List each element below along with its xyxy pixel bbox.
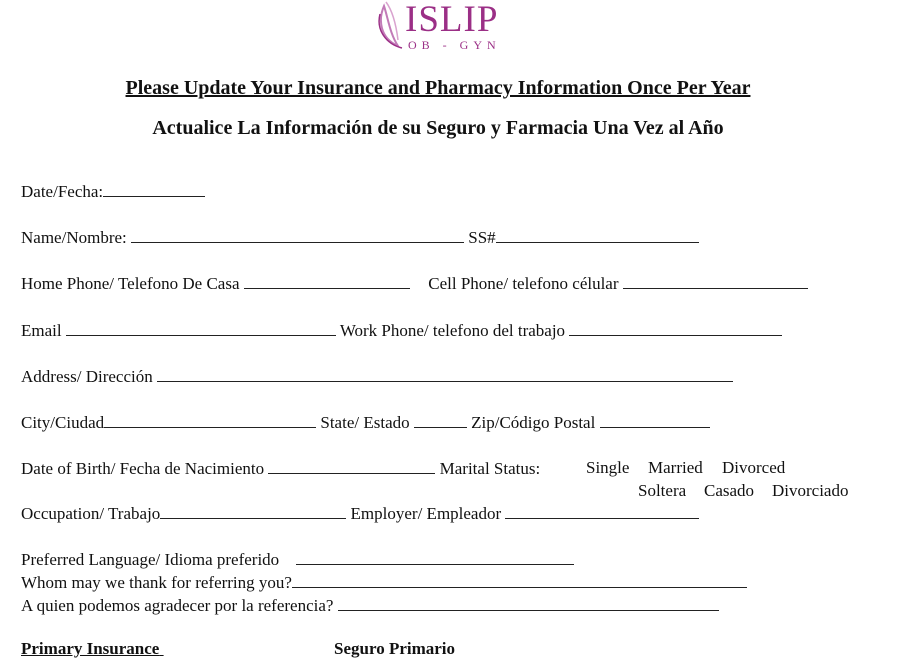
state-field[interactable]	[414, 412, 467, 428]
zip-field[interactable]	[600, 412, 710, 428]
address-row	[21, 366, 733, 387]
city-label: City/Ciudad	[21, 413, 105, 432]
date-field[interactable]	[103, 181, 205, 197]
name-field[interactable]	[131, 227, 464, 243]
referral-en-row	[21, 572, 747, 593]
occupation-row	[21, 503, 699, 524]
marital-option-single[interactable]: Single	[586, 458, 630, 477]
email-label: Email	[21, 321, 62, 340]
work-phone-label: Work Phone/ telefono del trabajo	[339, 321, 566, 340]
primary-insurance-row	[21, 639, 164, 659]
logo-tagline: OB - GYN	[408, 38, 501, 52]
referral-es-label: A quien podemos agradecer por la referencia?	[21, 596, 334, 615]
home-phone-field[interactable]	[244, 273, 410, 289]
employer-field[interactable]	[505, 503, 699, 519]
cell-phone-field[interactable]	[623, 273, 808, 289]
work-phone-field[interactable]	[569, 320, 782, 336]
phone-row	[21, 273, 808, 294]
address-label: Address/ Dirección	[21, 367, 153, 386]
language-label: Preferred Language/ Idioma preferido	[21, 550, 280, 569]
date-row	[21, 181, 205, 202]
name-label: Name/Nombre:	[21, 228, 127, 247]
employer-label: Employer/ Empleador	[350, 504, 502, 523]
marital-status-label: Marital Status:	[439, 459, 541, 478]
dob-row	[21, 458, 540, 479]
referral-en-label: Whom may we thank for referring you?	[21, 573, 292, 592]
dob-field[interactable]	[268, 458, 435, 474]
ssn-label: SS#	[468, 228, 496, 247]
referral-field[interactable]	[292, 572, 747, 588]
language-field[interactable]	[296, 549, 574, 565]
primary-insurance-heading: Primary Insurance	[21, 639, 160, 658]
referral-es-field[interactable]	[338, 595, 719, 611]
logo	[376, 0, 502, 62]
marital-option-casado[interactable]: Casado	[704, 481, 755, 500]
name-row	[21, 227, 699, 248]
marital-option-soltera[interactable]: Soltera	[638, 481, 687, 500]
ssn-field[interactable]	[496, 227, 699, 243]
title-spanish: Actualice La Información de su Seguro y Farmacia Una Vez al Año	[152, 117, 724, 139]
marital-option-divorced[interactable]: Divorced	[722, 458, 786, 477]
dob-label: Date of Birth/ Fecha de Nacimiento	[21, 459, 265, 478]
address-field[interactable]	[157, 366, 733, 382]
home-phone-label: Home Phone/ Telefono De Casa	[21, 274, 240, 293]
referral-es-row	[21, 595, 719, 616]
occupation-label: Occupation/ Trabajo	[21, 504, 161, 523]
city-row	[21, 412, 710, 433]
city-field[interactable]	[104, 412, 316, 428]
occupation-field[interactable]	[160, 503, 346, 519]
email-row	[21, 320, 782, 341]
marital-option-divorciado[interactable]: Divorciado	[772, 481, 849, 500]
marital-option-married[interactable]: Married	[648, 458, 703, 477]
cell-phone-label: Cell Phone/ telefono célular	[428, 274, 619, 293]
state-label: State/ Estado	[320, 413, 410, 432]
seguro-primario-heading: Seguro Primario	[334, 639, 456, 658]
language-row	[21, 549, 574, 570]
zip-label: Zip/Código Postal	[471, 413, 596, 432]
logo-brand: ISLIP	[405, 0, 499, 40]
title-english: Please Update Your Insurance and Pharmacy Information Once Per Year	[125, 77, 751, 99]
email-field[interactable]	[66, 320, 336, 336]
date-label: Date/Fecha:	[21, 182, 104, 201]
